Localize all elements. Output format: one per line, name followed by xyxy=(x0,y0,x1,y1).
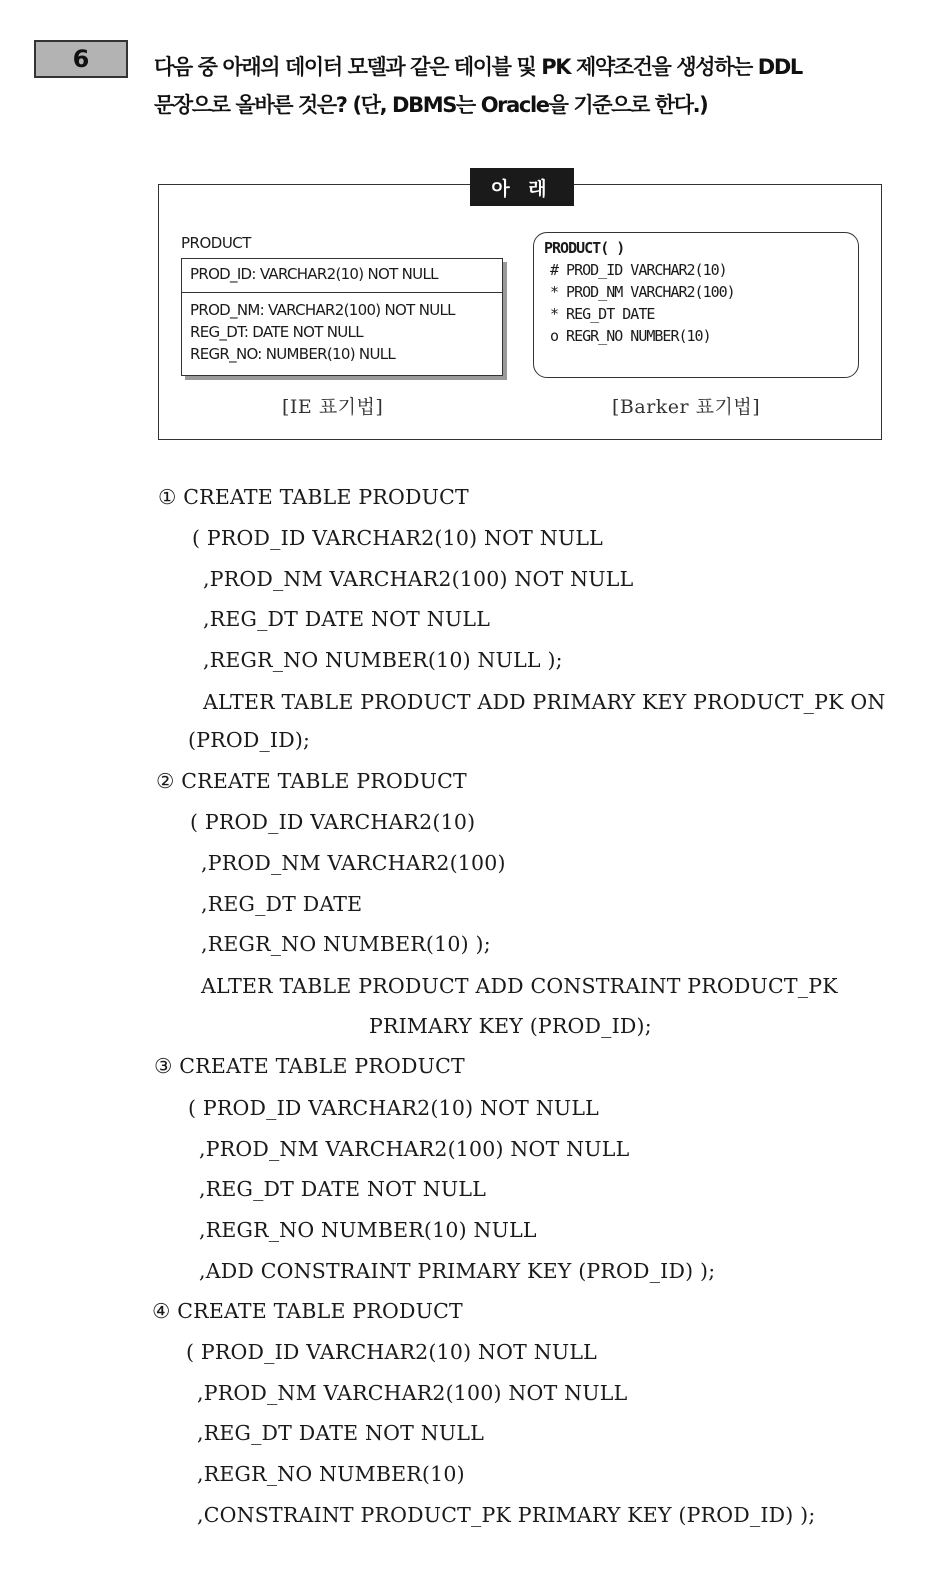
question-stem xyxy=(154,52,914,128)
option-line: ,REGR_NO NUMBER(10) xyxy=(197,1462,465,1486)
ie-attribute-list xyxy=(182,293,502,365)
option-line: (PROD_ID); xyxy=(188,728,311,752)
barker-caption: [Barker 표기법] xyxy=(612,396,761,418)
option-line: ① CREATE TABLE PRODUCT xyxy=(158,485,469,509)
barker-attribute: * PROD_NM VARCHAR2(100) xyxy=(550,283,735,301)
barker-entity-box xyxy=(533,232,859,378)
option-line: ,REGR_NO NUMBER(10) NULL xyxy=(199,1218,537,1242)
ie-attribute: REG_DT: DATE NOT NULL xyxy=(190,323,363,341)
question-stem-line-2: 문장으로 올바른 것은? (단, DBMS는 Oracle을 기준으로 한다.) xyxy=(154,93,708,117)
option-line: ,REG_DT DATE NOT NULL xyxy=(197,1421,485,1445)
option-line: ( PROD_ID VARCHAR2(10) NOT NULL xyxy=(192,526,603,550)
option-line: ,PROD_NM VARCHAR2(100) NOT NULL xyxy=(199,1137,630,1161)
ie-attribute: REGR_NO: NUMBER(10) NULL xyxy=(190,345,396,363)
option-line: ( PROD_ID VARCHAR2(10) xyxy=(190,810,476,834)
option-line: PRIMARY KEY (PROD_ID); xyxy=(369,1014,652,1038)
barker-attribute: * REG_DT DATE xyxy=(550,305,655,323)
barker-entity-name: PRODUCT( ) xyxy=(544,239,625,257)
reference-box-title: 아 래 xyxy=(470,168,574,206)
ie-caption: [IE 표기법] xyxy=(282,396,384,418)
question-number: 6 xyxy=(34,40,128,78)
option-line: ,ADD CONSTRAINT PRIMARY KEY (PROD_ID) ); xyxy=(199,1259,716,1283)
option-line: ,PROD_NM VARCHAR2(100) NOT NULL xyxy=(203,567,634,591)
option-line: ( PROD_ID VARCHAR2(10) NOT NULL xyxy=(186,1340,597,1364)
option-line: ,REGR_NO NUMBER(10) NULL ); xyxy=(203,648,563,672)
option-line: ,PROD_NM VARCHAR2(100) xyxy=(201,851,506,875)
option-line: ③ CREATE TABLE PRODUCT xyxy=(154,1054,465,1078)
ie-pk-attribute: PROD_ID: VARCHAR2(10) NOT NULL xyxy=(182,259,502,293)
option-line: ,REGR_NO NUMBER(10) ); xyxy=(201,932,491,956)
option-line: ,REG_DT DATE NOT NULL xyxy=(199,1177,487,1201)
option-line: ALTER TABLE PRODUCT ADD CONSTRAINT PRODUCT_PK xyxy=(201,974,838,998)
ie-entity-box xyxy=(181,258,503,376)
question-stem-line-1: 다음 중 아래의 데이터 모델과 같은 테이블 및 PK 제약조건을 생성하는 DDL xyxy=(154,55,802,79)
ie-attribute: PROD_NM: VARCHAR2(100) NOT NULL xyxy=(190,301,455,319)
option-line: ② CREATE TABLE PRODUCT xyxy=(156,769,467,793)
option-line: ,REG_DT DATE NOT NULL xyxy=(203,607,491,631)
barker-attribute: o REGR_NO NUMBER(10) xyxy=(550,327,711,345)
option-line: ( PROD_ID VARCHAR2(10) NOT NULL xyxy=(188,1096,599,1120)
option-line: ,CONSTRAINT PRODUCT_PK PRIMARY KEY (PROD_ID) ); xyxy=(197,1503,816,1527)
barker-attribute: # PROD_ID VARCHAR2(10) xyxy=(550,261,727,279)
option-line: ④ CREATE TABLE PRODUCT xyxy=(152,1299,463,1323)
option-line: ALTER TABLE PRODUCT ADD PRIMARY KEY PRODUCT_PK ON xyxy=(203,690,886,714)
option-line: ,REG_DT DATE xyxy=(201,892,363,916)
option-line: ,PROD_NM VARCHAR2(100) NOT NULL xyxy=(197,1381,628,1405)
ie-entity-name: PRODUCT xyxy=(181,234,251,252)
